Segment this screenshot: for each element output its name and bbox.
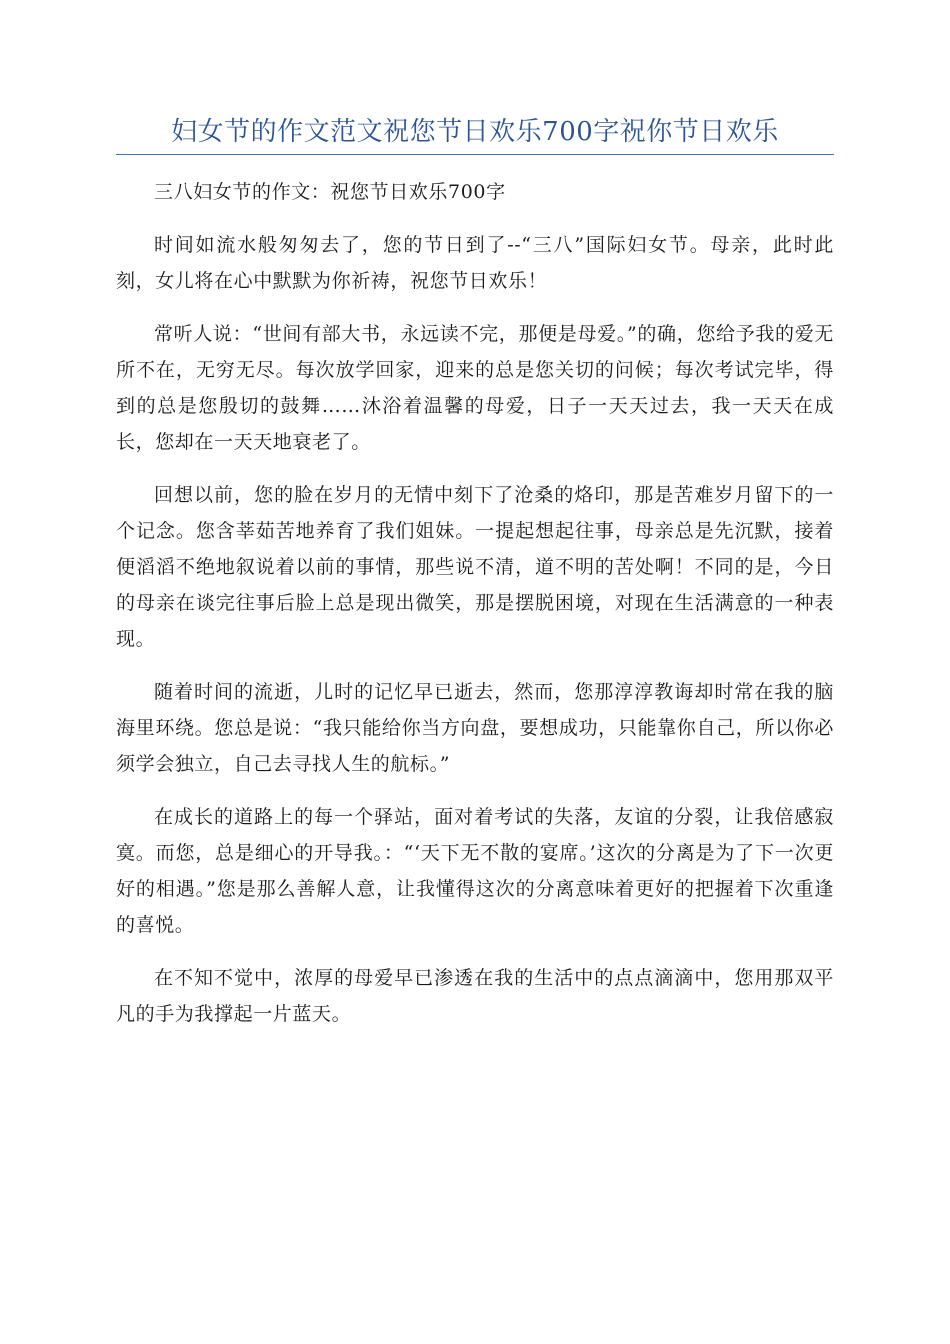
title-underline xyxy=(116,154,834,155)
paragraph-subtitle: 三八妇女节的作文：祝您节日欢乐700字 xyxy=(154,181,506,203)
paragraph: 回想以前，您的脸在岁月的无情中刻下了沧桑的烙印，那是苦难岁月留下的一个记念。您含莘茹苦地养育了我们姐妹。一提起想起往事，母亲总是先沉默，接着便滔滔不绝地叙说着以前的事情，那些说不清，道不明的苦处啊！不同的是，今日的母亲在谈完往事后脸上总是现出微笑，那是摆脱困境，对现在生活满意的一种表现。 xyxy=(116,484,834,650)
paragraph: 随着时间的流逝，儿时的记忆早已逝去，然而，您那淳淳教诲却时常在我的脑海里环绕。您总是说：“我只能给你当方向盘，要想成功，只能靠你自己，所以你必须学会独立，自己去寻找人生的航标。” xyxy=(116,681,834,775)
document-body xyxy=(116,174,834,1049)
paragraph: 常听人说：“世间有部大书，永远读不完，那便是母爱。”的确，您给予我的爱无所不在，无穷无尽。每次放学回家，迎来的总是您关切的问候；每次考试完毕，得到的总是您殷切的鼓舞……沐浴着温馨的母爱，日子一天天过去，我一天天在成长，您却在一天天地衰老了。 xyxy=(116,323,834,453)
document-title: 妇女节的作文范文祝您节日欢乐700字祝你节日欢乐 xyxy=(171,117,779,147)
paragraph: 在不知不觉中，浓厚的母爱早已渗透在我的生活中的点点滴滴中，您用那双平凡的手为我撑起一片蓝天。 xyxy=(116,967,834,1025)
paragraph: 在成长的道路上的每一个驿站，面对着考试的失落，友谊的分裂，让我倍感寂寞。而您，总是细心的开导我。：“‘天下无不散的宴席。’这次的分离是为了下一次更好的相遇。”您是那么善解人意，让我懂得这次的分离意味着更好的把握着下次重逢的喜悦。 xyxy=(116,806,834,936)
paragraph: 时间如流水般匆匆去了，您的节日到了--“三八”国际妇女节。母亲，此时此刻，女儿将在心中默默为你祈祷，祝您节日欢乐！ xyxy=(116,234,834,292)
